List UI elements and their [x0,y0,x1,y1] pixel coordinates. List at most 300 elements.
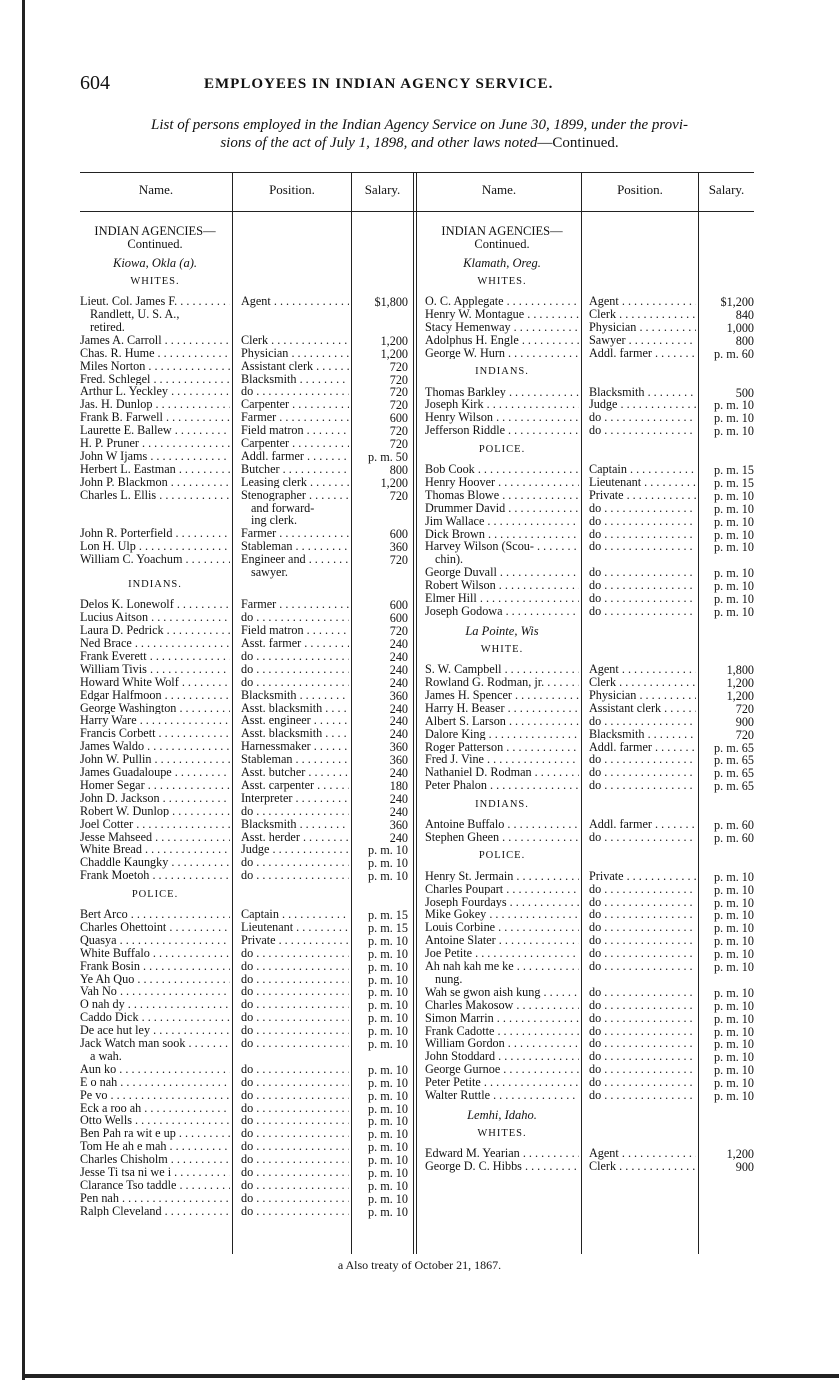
employee-salary: p. m. 10 [714,960,754,974]
employee-salary: p. m. 65 [714,753,754,768]
agency-heading: La Pointe, Wis [465,624,539,639]
employee-position: do . . . [241,998,349,1011]
employee-salary: p. m. 10 [368,1062,408,1077]
employee-salary: 360 [389,540,408,555]
employee-name: Joseph Fourdays . . . [425,896,579,909]
employee-position-continued: sawyer. [251,565,288,579]
employee-salary: p. m. 10 [714,604,754,619]
employee-name: Joseph Godowa . . . [425,605,579,618]
employee-name: Harvey Wilson (Scou- . . . [425,540,579,553]
employee-name: Peter Phalon . . . [425,779,579,792]
employee-salary: p. m. 65 [714,766,754,781]
employee-salary: p. m. 10 [368,1127,408,1142]
employee-name: Arthur L. Yeckley . . . [80,385,230,398]
employee-salary: p. m. 10 [714,488,754,503]
employee-position: do . . . [589,766,696,779]
group-heading: INDIANS. [128,578,182,590]
employee-salary: 720 [389,385,408,400]
employee-position: do . . . [241,1024,349,1037]
employee-salary: p. m. 10 [714,934,754,949]
col-divider-left-position [232,172,233,1254]
employee-salary: p. m. 10 [368,843,408,858]
employee-salary: p. m. 10 [368,869,408,884]
employee-position: do . . . [589,908,696,921]
employee-name: Antoine Slater . . . [425,934,579,947]
employee-name: Charles Chisholm . . . [80,1153,230,1166]
employee-salary: p. m. 10 [714,1050,754,1065]
employee-position: Stableman . . . [241,753,349,766]
employee-name: Jefferson Riddle . . . [425,424,579,437]
employee-salary: p. m. 10 [714,514,754,529]
employee-salary: 720 [389,372,408,387]
employee-salary: 600 [389,411,408,426]
employee-name: Adolphus H. Engle . . . [425,334,579,347]
employee-salary: p. m. 10 [368,946,408,961]
employee-name: Francis Corbett . . . [80,727,230,740]
employee-salary: 720 [389,398,408,413]
col-header-position-right: Position. [617,182,663,197]
employee-salary: 240 [389,766,408,780]
employee-name: Elmer Hill . . . [425,592,579,605]
col-divider-left-salary [351,172,352,1254]
employee-name: Miles Norton . . . [80,360,230,373]
employee-position: do . . . [589,1025,696,1038]
employee-salary: p. m. 10 [714,985,754,1000]
employee-position: Blacksmith . . . [241,373,349,386]
employee-position: Farmer . . . [241,598,349,611]
employee-name: Roger Patterson . . . [425,741,579,754]
employee-position: do . . . [241,947,349,960]
employee-salary: p. m. 50 [368,449,408,464]
employee-position: do . . . [241,960,349,973]
employee-name: Louis Corbine . . . [425,921,579,934]
col-divider-right-position [581,172,582,1254]
employee-position: do . . . [589,515,696,528]
employee-salary: p. m. 10 [714,947,754,962]
employee-salary: p. m. 10 [714,411,754,426]
employee-position: Asst. farmer . . . [241,637,349,650]
employee-name: Clarance Tso taddle . . . [80,1179,230,1192]
employee-name-continued: Randlett, U. S. A., [90,307,180,321]
employee-name: Charles L. Ellis . . . [80,489,230,502]
employee-salary: p. m. 10 [368,1191,408,1206]
employee-name: O. C. Applegate . . . [425,295,579,308]
employee-salary: p. m. 10 [714,908,754,923]
employee-name: Mike Gokey . . . [425,908,579,921]
employee-name: James A. Carroll . . . [80,334,230,347]
col-divider-middle-a [413,172,414,1254]
employee-name: James Waldo . . . [80,740,230,753]
employee-position: Blacksmith . . . [589,728,696,741]
employee-position: Asst. blacksmith . . . [241,727,349,740]
employee-position: Field matron . . . [241,424,349,437]
employee-salary: p. m. 10 [714,1089,754,1103]
employee-salary: 240 [389,804,408,819]
employee-position: do . . . [589,960,696,973]
employee-position: Sawyer . . . [589,334,696,347]
employee-name: George D. C. Hibbs . . . [425,1160,579,1173]
employee-name: Frank Cadotte . . . [425,1025,579,1038]
employee-position-continued: ing clerk. [251,513,298,528]
employee-position: do . . . [589,605,696,618]
employee-salary: 500 [735,385,754,400]
employee-name: George Washington . . . [80,702,230,715]
employee-salary: p. m. 15 [368,920,408,935]
employee-name: Frank Bosin . . . [80,960,230,973]
employee-position: Agent . . . [589,663,696,676]
employee-position: do . . . [589,528,696,541]
employee-position: Farmer . . . [241,411,349,424]
employee-name: Ben Pah ra wit e up . . . [80,1127,230,1140]
employee-salary: 180 [389,778,408,793]
employee-name: Joe Petite . . . [425,947,579,960]
employee-name: Laura D. Pedrick . . . [80,624,230,637]
employee-salary: 800 [735,333,754,348]
caption-italic: sions of the act of July 1, 1898, and other laws noted [220,135,538,151]
employee-name-continued: retired. [90,319,125,334]
employee-salary: 720 [389,488,408,503]
employee-name: Lieut. Col. James F. . . . [80,295,230,308]
employee-salary: p. m. 10 [714,1076,754,1091]
col-header-name-right: Name. [481,182,517,197]
employee-position: do . . . [241,1037,349,1050]
employee-salary: p. m. 10 [714,579,754,594]
employee-name: Robert W. Dunlop . . . [80,805,230,818]
employee-position: Asst. blacksmith . . . [241,702,349,715]
employee-salary: p. m. 15 [714,463,754,477]
employee-name: O nah dy . . . [80,998,230,1011]
page-border-bottom [22,1374,839,1378]
employee-position: do . . . [589,411,696,424]
employee-salary: 360 [389,740,408,755]
employee-salary: p. m. 10 [368,1166,408,1180]
employee-position: do . . . [241,1114,349,1127]
employee-salary: 720 [389,437,408,451]
employee-name: Drummer David . . . [425,502,579,515]
employee-name: John W. Pullin . . . [80,753,230,766]
employee-position: do . . . [589,1037,696,1050]
employee-name: Jim Wallace . . . [425,515,579,528]
employee-position: Addl. farmer . . . [589,347,696,360]
employee-salary: p. m. 10 [714,501,754,516]
caption-line-1: List of persons employed in the Indian Agency Service on June 30, 1899, under the provi- [151,117,688,133]
employee-position: do . . . [241,1127,349,1140]
group-heading: WHITES. [130,275,180,287]
employee-salary: $1,800 [374,295,408,310]
table-top-rule [80,172,754,173]
employee-salary: p. m. 10 [714,527,754,542]
employee-salary: p. m. 15 [368,908,408,922]
employee-position: do . . . [589,921,696,934]
employee-position: Judge . . . [241,843,349,856]
employee-name: H. P. Pruner . . . [80,437,230,450]
employee-name: Herbert L. Eastman . . . [80,463,230,476]
employee-position: do . . . [589,1012,696,1025]
employee-position: do . . . [589,715,696,728]
employee-salary: p. m. 10 [368,1101,408,1116]
employee-name: Henry St. Jermain . . . [425,870,579,883]
employee-salary: 240 [389,637,408,651]
employee-name: Lon H. Ulp . . . [80,540,230,553]
employee-name: Howard White Wolf . . . [80,676,230,689]
employee-salary: p. m. 10 [714,566,754,581]
employee-position: do . . . [241,1076,349,1089]
employee-name: John Stoddard . . . [425,1050,579,1063]
employee-name: Ralph Cleveland . . . [80,1205,230,1218]
employee-position: Assistant clerk . . . [241,360,349,373]
employee-salary: 240 [389,727,408,742]
agency-heading: Kiowa, Okla (a). [112,256,198,271]
employee-salary: p. m. 10 [368,998,408,1013]
employee-position: Carpenter . . . [241,398,349,411]
employee-name: Aun ko . . . [80,1063,230,1076]
employee-salary: p. m. 10 [368,1075,408,1090]
employee-name: John W Ijams . . . [80,450,230,463]
group-heading: INDIANS. [475,366,529,378]
employee-position: Addl. farmer . . . [589,818,696,831]
employee-salary: 1,200 [380,346,408,361]
employee-position: Private . . . [589,489,696,502]
employee-position: do . . . [589,999,696,1012]
employee-name: Walter Ruttle . . . [425,1089,579,1102]
employee-salary: p. m. 10 [368,959,408,974]
employee-name: Thomas Barkley . . . [425,386,579,399]
employee-name: Otto Wells . . . [80,1114,230,1127]
employee-name: Robert Wilson . . . [425,579,579,592]
group-heading: WHITE. [480,643,524,655]
employee-position: do . . . [241,611,349,624]
employee-name: S. W. Campbell . . . [425,663,579,676]
employee-position: Farmer . . . [241,527,349,540]
employee-name: Joel Cotter . . . [80,818,230,831]
employee-name: Ah nah kah me ke . . . [425,960,579,973]
employee-name: Bob Cook . . . [425,463,579,476]
employee-name: Joseph Kirk . . . [425,398,579,411]
employee-salary: p. m. 10 [714,398,754,413]
employee-salary: p. m. 10 [368,1037,408,1051]
employee-position: Asst. engineer . . . [241,714,349,727]
employee-salary: 240 [389,701,408,716]
employee-name: John D. Jackson . . . [80,792,230,805]
employee-position: do . . . [589,934,696,947]
employee-salary: 720 [735,727,754,742]
employee-name: Albert S. Larson . . . [425,715,579,728]
employee-position: Agent . . . [241,295,349,308]
employee-position: Captain . . . [589,463,696,476]
employee-salary: p. m. 10 [368,856,408,871]
employee-name: Caddo Dick . . . [80,1011,230,1024]
employee-position: Private . . . [589,870,696,883]
group-heading: POLICE. [131,888,179,900]
employee-position: Asst. herder . . . [241,831,349,844]
footnote: a Also treaty of October 21, 1867. [337,1258,502,1272]
employee-position: do . . . [589,540,696,553]
page-number: 604 [80,72,110,94]
employee-position: Private . . . [241,934,349,947]
employee-position: do . . . [241,1089,349,1102]
employee-position: do . . . [589,753,696,766]
employee-name: William Tivis . . . [80,663,230,676]
employee-position: do . . . [241,856,349,869]
employee-position: Clerk . . . [241,334,349,347]
employee-name: Frank B. Farwell . . . [80,411,230,424]
employee-position: Engineer and . . . [241,553,349,566]
employee-position: Addl. farmer . . . [589,741,696,754]
employee-salary: p. m. 10 [714,1063,754,1078]
employee-name: Nathaniel D. Rodman . . . [425,766,579,779]
employee-name-continued: chin). [435,552,464,567]
caption-line-2 [0,135,839,152]
employee-position: do . . . [589,883,696,896]
employee-position: do . . . [589,424,696,437]
employee-position: do . . . [589,1050,696,1063]
employee-salary: p. m. 10 [368,1140,408,1155]
employee-position: Captain . . . [241,908,349,921]
employee-name-continued: nung. [435,971,463,986]
employee-position: Leasing clerk . . . [241,476,349,489]
employee-position: Physician . . . [589,689,696,702]
employee-name: Antoine Buffalo . . . [425,818,579,831]
employee-salary: p. m. 60 [714,830,754,845]
employee-salary: 1,200 [380,333,408,348]
employee-name: Edgar Halfmoon . . . [80,689,230,702]
col-divider-right-salary [698,172,699,1254]
employee-name: Homer Segar . . . [80,779,230,792]
employee-salary: p. m. 10 [714,1024,754,1039]
caption-roman: —Continued. [537,135,619,151]
employee-salary: p. m. 60 [714,346,754,361]
employee-name: Chaddle Kaungky . . . [80,856,230,869]
employee-salary: 800 [389,462,408,477]
employee-position: Blacksmith . . . [241,689,349,702]
employee-name: Fred. Schlegel . . . [80,373,230,386]
employee-salary: 360 [389,753,408,768]
employee-position: do . . . [241,1153,349,1166]
employee-position: do . . . [589,592,696,605]
employee-salary: 240 [389,791,408,806]
employee-position: Field matron . . . [241,624,349,637]
employee-name: Pen nah . . . [80,1192,230,1205]
employee-salary: p. m. 10 [368,933,408,948]
employee-name: Fred J. Vine . . . [425,753,579,766]
employee-name: Henry Wilson . . . [425,411,579,424]
employee-position: Physician . . . [589,321,696,334]
employee-name: Henry W. Montague . . . [425,308,579,321]
employee-salary: 1,800 [726,663,754,678]
group-heading: WHITES. [477,275,527,287]
employee-name: Quasya . . . [80,934,230,947]
employee-salary: 1,200 [726,676,754,690]
employee-position: do . . . [589,1063,696,1076]
employee-name: George Duvall . . . [425,566,579,579]
col-header-salary-left: Salary. [364,182,401,197]
employee-name: E o nah . . . [80,1076,230,1089]
employee-salary: p. m. 10 [714,998,754,1013]
employee-position: Asst. carpenter . . . [241,779,349,792]
employee-name: Simon Marrin . . . [425,1012,579,1025]
employee-name: James H. Spencer . . . [425,689,579,702]
employee-position: do . . . [589,896,696,909]
employee-salary: p. m. 10 [368,1204,408,1219]
employee-name: George Gurnoe . . . [425,1063,579,1076]
employee-position: do . . . [589,1089,696,1102]
col-header-name-left: Name. [138,182,174,197]
agency-heading: Lemhi, Idaho. [467,1108,537,1123]
employee-name: Eck a roo ah . . . [80,1102,230,1115]
employee-position: do . . . [241,985,349,998]
employee-name: Harry Ware . . . [80,714,230,727]
employee-salary: p. m. 15 [714,475,754,490]
employee-salary: 600 [389,527,408,542]
employee-name: Vah No . . . [80,985,230,998]
employee-position: Stenographer . . . [241,489,349,502]
running-head: EMPLOYEES IN INDIAN AGENCY SERVICE. [204,76,554,92]
col-header-position-left: Position. [269,182,315,197]
employee-salary: p. m. 10 [368,1153,408,1168]
employee-name: Jack Watch man sook . . . [80,1037,230,1050]
group-heading: WHITES. [477,1127,527,1139]
employee-salary: 720 [389,624,408,639]
employee-salary: p. m. 10 [368,1011,408,1026]
employee-name: Frank Moetoh . . . [80,869,230,882]
section-heading: INDIAN AGENCIES— [441,224,563,238]
employee-position: Blacksmith . . . [241,818,349,831]
employee-salary: $1,200 [720,295,754,310]
employee-position: do . . . [241,1179,349,1192]
employee-name: George W. Hurn . . . [425,347,579,360]
employee-name: Pe vo . . . [80,1089,230,1102]
employee-salary: p. m. 10 [714,869,754,884]
employee-name: Charles Makosow . . . [425,999,579,1012]
employee-position: Lieutenant . . . [589,476,696,489]
employee-position: Agent . . . [589,295,696,308]
employee-name: Jesse Ti tsa ni we i . . . [80,1166,230,1179]
employee-salary: p. m. 10 [714,540,754,555]
employee-salary: p. m. 60 [714,818,754,832]
employee-position: Physician . . . [241,347,349,360]
employee-name: De ace hut ley . . . [80,1024,230,1037]
section-heading: INDIAN AGENCIES— [94,224,216,238]
employee-name: Stacy Hemenway . . . [425,321,579,334]
employee-position-continued: and forward- [251,500,315,515]
employee-position: Addl. farmer . . . [241,450,349,463]
employee-name: Charles Ohettoint . . . [80,921,230,934]
employee-salary: 840 [735,308,754,322]
employee-position: do . . . [241,805,349,818]
employee-name: Jas. H. Dunlop . . . [80,398,230,411]
employee-salary: p. m. 10 [368,1024,408,1039]
employee-name: Delos K. Lonewolf . . . [80,598,230,611]
employee-salary: 240 [389,830,408,845]
employee-name: Stephen Gheen . . . [425,831,579,844]
employee-salary: 720 [735,701,754,716]
employee-salary: 900 [735,1160,754,1175]
employee-salary: p. m. 10 [714,1011,754,1026]
employee-salary: p. m. 10 [714,921,754,936]
employee-name: Charles Poupart . . . [425,883,579,896]
employee-position: Lieutenant . . . [241,921,349,934]
employee-salary: p. m. 10 [714,895,754,910]
employee-salary: 240 [389,675,408,690]
employee-name: John R. Porterfield . . . [80,527,230,540]
employee-name: White Bread . . . [80,843,230,856]
employee-position: Carpenter . . . [241,437,349,450]
employee-position: Clerk . . . [589,308,696,321]
employee-position: Clerk . . . [589,1160,696,1173]
employee-name: Ned Brace . . . [80,637,230,650]
employee-position: Stableman . . . [241,540,349,553]
employee-position: do . . . [241,1192,349,1205]
